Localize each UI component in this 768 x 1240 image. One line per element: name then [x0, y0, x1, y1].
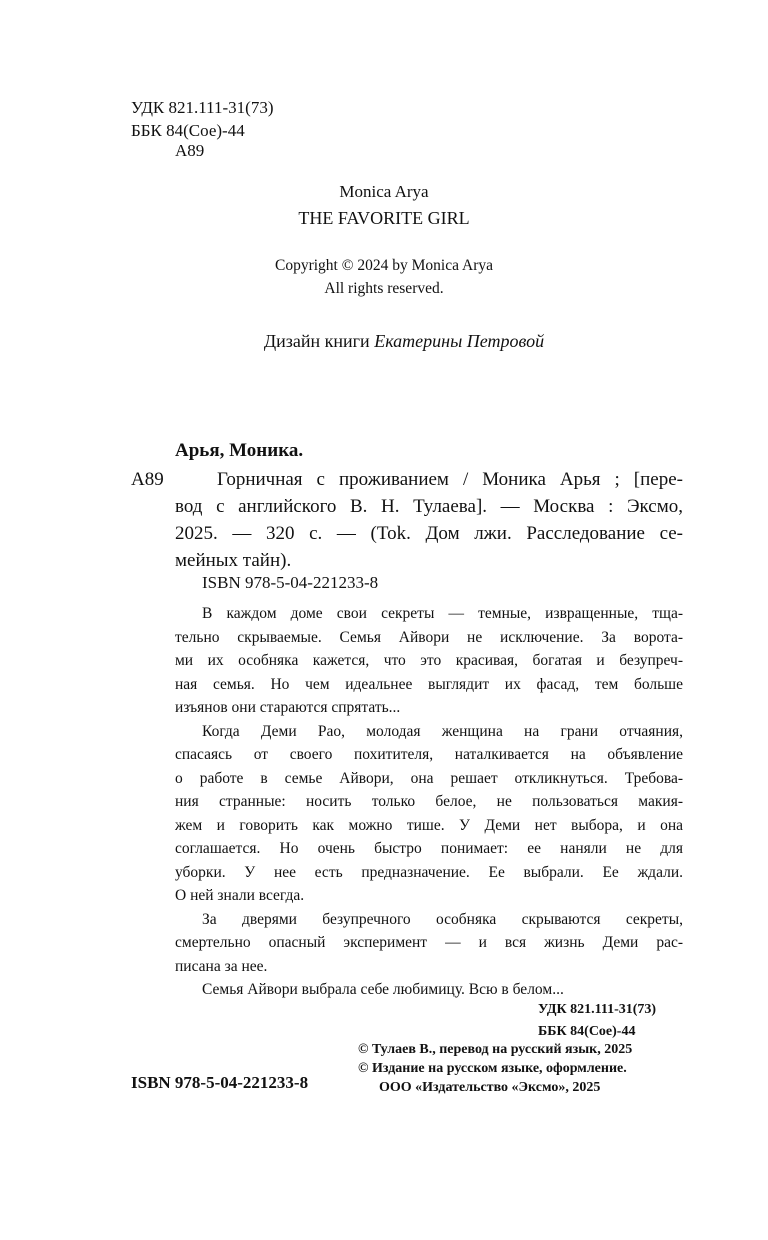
design-credit: [0, 331, 768, 352]
annotation-line: спасаясь от своего похитителя, наталкивается на объявление: [175, 746, 683, 763]
udk-bottom: УДК 821.111-31(73): [538, 1002, 657, 1017]
bibliographic-line: Горничная с проживанием / Моника Арья ; [пере-: [217, 469, 683, 490]
annotation-line: соглашается. Но очень быстро понимает: ее наняли не для: [175, 840, 683, 857]
bibliographic-line: мейных тайн).: [175, 550, 292, 571]
copyright-line: Copyright © 2024 by Monica Arya: [275, 257, 493, 274]
bbk-top: ББК 84(Сое)-44: [131, 121, 245, 140]
annotation-line: о работе в семье Айвори, она решает откликнуться. Требова-: [175, 769, 683, 787]
annotation-line: уборки. У нее есть предназначение. Ее выбрали. Ее ждали.: [175, 863, 683, 881]
bibliographic-line: 2025. — 320 с. — (Tok. Дом лжи. Расследование се-: [175, 523, 683, 544]
design-credit-prefix: Дизайн книги: [263, 331, 370, 351]
annotation-line: смертельно опасный эксперимент — и вся жизнь Деми рас-: [175, 934, 683, 951]
annotation-line: ми их особняка кажется, что это красивая, богатая и безупреч-: [175, 652, 683, 669]
annotation-line: За дверями безупречного особняка скрываются секреты,: [202, 910, 683, 928]
annotation-line: О ней знали всегда.: [175, 887, 305, 904]
author-sign-top: А89: [175, 141, 205, 160]
original-title: THE FAVORITE GIRL: [298, 208, 470, 228]
annotation-line: В каждом доме свои секреты — темные, извращенные, тща-: [202, 605, 683, 622]
udk-top: УДК 821.111-31(73): [131, 98, 274, 117]
annotation-line: тельно скрываемые. Семья Айвори не исключение. За ворота-: [175, 628, 683, 646]
annotation-line: Семья Айвори выбрала себе любимицу. Всю в белом...: [202, 981, 564, 998]
copyright-notices: [358, 1040, 632, 1097]
annotation-line: Когда Деми Рао, молодая женщина на грани отчаяния,: [202, 722, 683, 740]
bbk-bottom: ББК 84(Сое)-44: [538, 1024, 636, 1039]
bibliographic-description: [175, 466, 683, 574]
isbn-bottom: ISBN 978-5-04-221233-8: [131, 1073, 309, 1092]
copyright-publisher: ООО «Издательство «Эксмо», 2025: [379, 1080, 601, 1095]
annotation-line: изъянов они стараются спрятать...: [175, 699, 401, 716]
bibliographic-isbn: ISBN 978-5-04-221233-8: [202, 573, 379, 592]
copyright-edition: © Издание на русском языке, оформление.: [358, 1061, 627, 1076]
original-author: Monica Arya: [339, 182, 429, 201]
bibliographic-index: А89: [131, 469, 164, 490]
annotation-line: ния странные: носить только белое, не пользоваться макия-: [175, 793, 683, 810]
annotation: [175, 602, 683, 1002]
annotation-line: ная семья. Но чем идеальнее выглядит их фасад, тем больше: [175, 675, 683, 693]
annotation-line: жем и говорить как можно тише. У Деми нет выбора, и она: [175, 816, 683, 834]
design-credit-name: Екатерины Петровой: [374, 331, 545, 351]
bibliographic-line: вод с английского В. Н. Тулаева]. — Москва : Эксмо,: [175, 496, 683, 517]
bibliographic-author-heading: Арья, Моника.: [175, 440, 304, 461]
rights-reserved-line: All rights reserved.: [324, 280, 444, 297]
annotation-line: писана за нее.: [175, 957, 268, 975]
copyright-translation: © Тулаев В., перевод на русский язык, 2025: [358, 1042, 633, 1057]
